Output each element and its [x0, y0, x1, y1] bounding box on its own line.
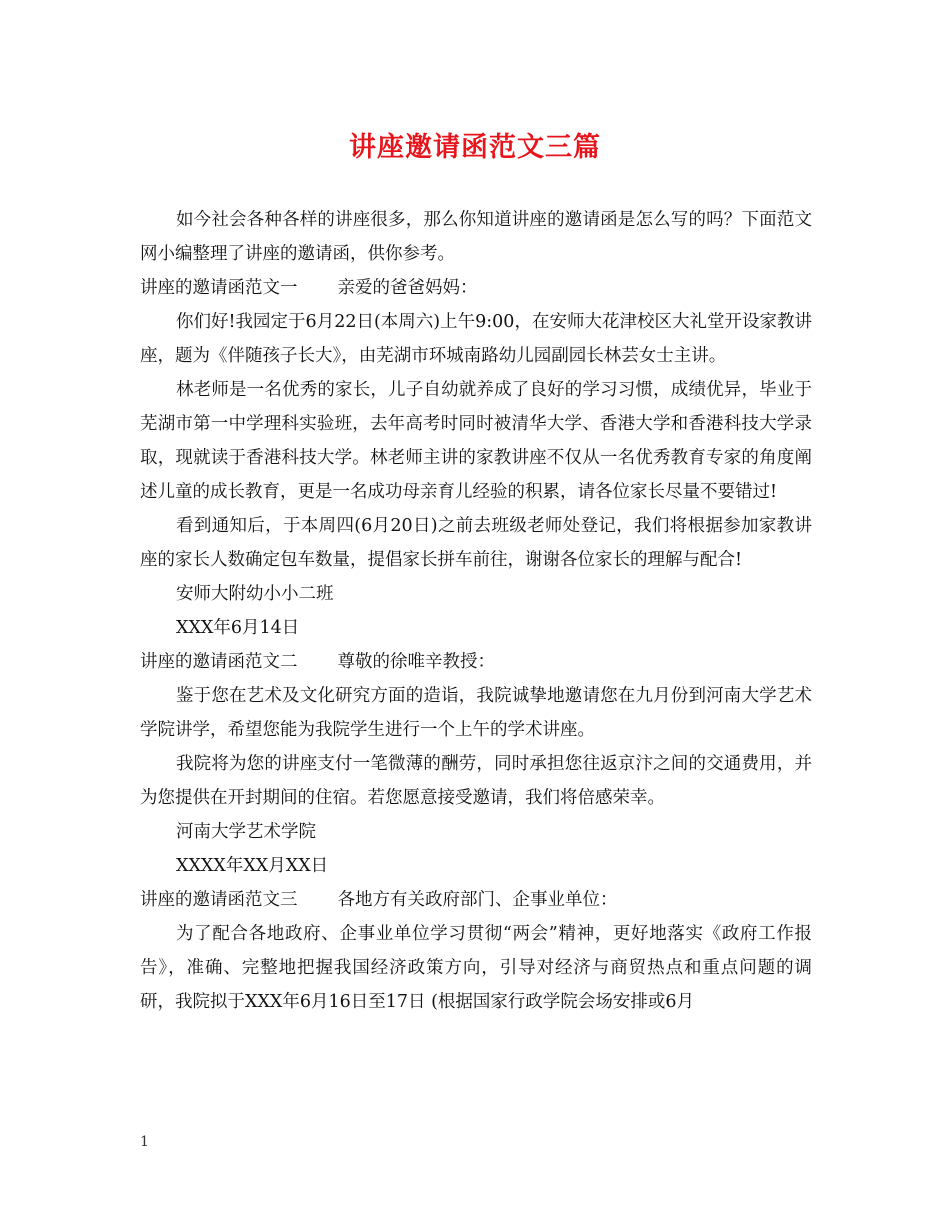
letter3-paragraph-1: 为了配合各地政府、企事业单位学习贯彻“两会”精神，更好地落实《政府工作报告》，准确、完整地把握我国经济政策方向，引导对经济与商贸热点和重点问题的调研，我院拟于XXX年6月16日至17日 (根据国家行政学院会场安排或6月: [140, 924, 812, 1012]
letter3-salutation: 各地方有关政府部门、企事业单位：: [337, 890, 618, 910]
letter2-paragraph-1: 鉴于您在艺术及文化研究方面的造诣，我院诚挚地邀请您在九月份到河南大学艺术学院讲学，希望您能为我院学生进行一个上午的学术讲座。: [140, 686, 812, 740]
letter1-paragraph-1: 你们好!我园定于6月22日(本周六)上午9:00，在安师大花津校区大礼堂开设家教讲座，题为《伴随孩子长大》，由芜湖市环城南路幼儿园副园长林芸女士主讲。: [140, 312, 812, 366]
letter1-heading-line: [140, 271, 812, 305]
letter1-date: XXX年6月14日: [176, 618, 300, 638]
letter1-signature: 安师大附幼小小二班: [176, 584, 334, 604]
letter1-heading: 讲座的邀请函范文一: [140, 278, 298, 298]
document-title: 讲座邀请函范文三篇: [349, 132, 601, 163]
letter3-heading: 讲座的邀请函范文三: [140, 890, 298, 910]
letter1-paragraph-2: 林老师是一名优秀的家长，儿子自幼就养成了良好的学习习惯，成绩优异，毕业于芜湖市第一中学理科实验班，去年高考时同时被清华大学、香港大学和香港科技大学录取，现就读于香港科技大学。林老师主讲的家教讲座不仅从一名优秀教育专家的角度阐述儿童的成长教育，更是一名成功母亲育儿经验的积累，请各位家长尽量不要错过!: [140, 380, 812, 502]
letter2-signature: 河南大学艺术学院: [176, 822, 316, 842]
letter3-heading-line: [140, 883, 812, 917]
intro-paragraph: 如今社会各种各样的讲座很多，那么你知道讲座的邀请函是怎么写的吗？下面范文网小编整理了讲座的邀请函，供你参考。: [140, 210, 812, 264]
letter2-paragraph-2: 我院将为您的讲座支付一笔微薄的酬劳，同时承担您往返京汴之间的交通费用，并为您提供在开封期间的住宿。若您愿意接受邀请，我们将倍感荣幸。: [140, 754, 812, 808]
letter2-salutation: 尊敬的徐唯辛教授：: [337, 652, 495, 672]
page-number: 1: [140, 1134, 149, 1150]
letter1-salutation: 亲爱的爸爸妈妈：: [337, 278, 478, 298]
letter2-heading: 讲座的邀请函范文二: [140, 652, 298, 672]
document-body: [140, 203, 812, 1019]
letter2-date: XXXX年XX月XX日: [176, 856, 329, 876]
letter1-paragraph-3: 看到通知后，于本周四(6月20日)之前去班级老师处登记，我们将根据参加家教讲座的家长人数确定包车数量，提倡家长拼车前往，谢谢各位家长的理解与配合!: [140, 516, 812, 570]
letter2-heading-line: [140, 645, 812, 679]
